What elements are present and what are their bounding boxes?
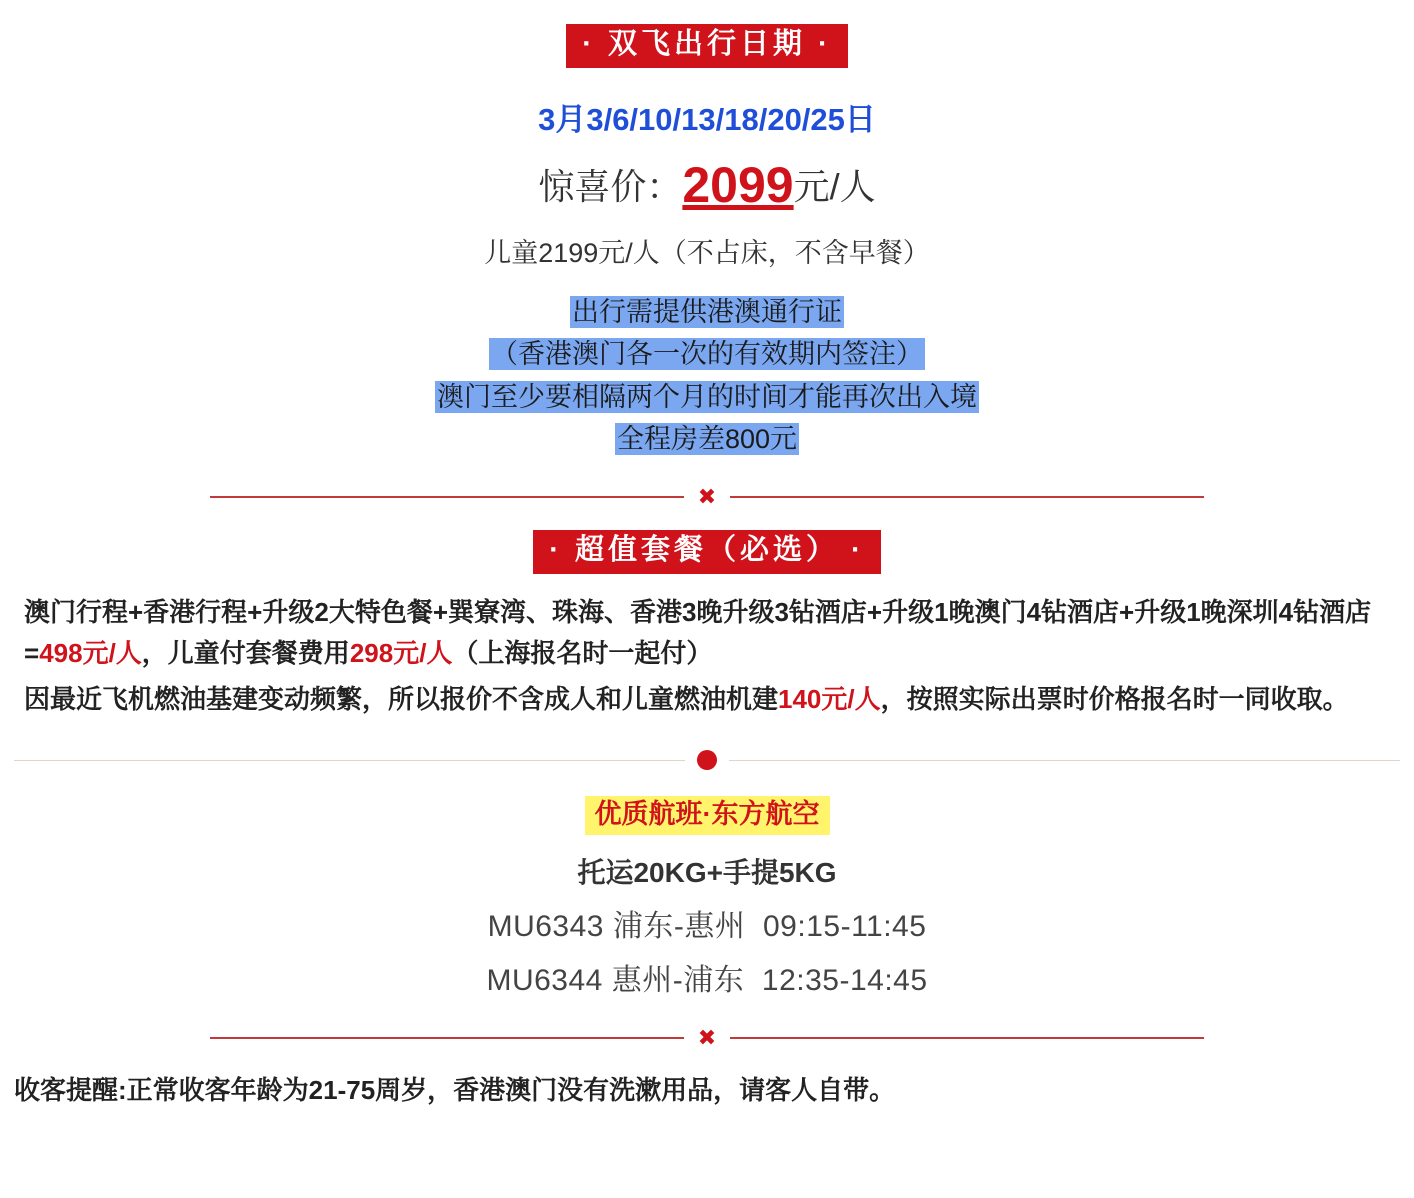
package-title-chip: · 超值套餐（必选） ·: [533, 530, 880, 574]
flight-number: MU6343: [487, 910, 604, 944]
divider-dot: [0, 750, 1414, 770]
divider-bar-right: [730, 1037, 1204, 1039]
divider-bar-left: [210, 496, 684, 498]
travel-notes: [0, 294, 1414, 458]
travel-note-0: [0, 294, 1414, 330]
price-unit: 元/人: [793, 165, 876, 207]
travel-note-3: [0, 421, 1414, 457]
divider-bar-left: [210, 1037, 684, 1039]
package-price-adult: 498元/人: [39, 638, 142, 669]
package-line-2-a: 因最近飞机燃油基建变动频繁，所以报价不含成人和儿童燃油机建: [24, 683, 779, 714]
baggage-allowance: 托运20KG+手提5KG: [577, 857, 837, 889]
travel-note-text-2: 澳门至少要相隔两个月的时间才能再次出入境: [437, 381, 977, 412]
flight-time: 09:15-11:45: [763, 910, 927, 944]
flight-number: MU6344: [486, 964, 603, 998]
package-line-1-c: （上海报名时一起付）: [452, 638, 713, 669]
travel-note-2: [0, 379, 1414, 415]
airline-chip: 优质航班·东方航空: [585, 796, 830, 835]
dot-divider-bar-right: [729, 760, 1400, 761]
price-amount: 2099: [682, 156, 794, 213]
dot-divider-bar-left: [14, 760, 685, 761]
dot-icon: [697, 750, 717, 770]
section-dates: [0, 0, 1414, 458]
travel-note-1: [0, 336, 1414, 372]
flight-route: 浦东-惠州: [612, 910, 746, 944]
package-line-2-b: ，按照实际出票时价格报名时一同收取。: [880, 683, 1349, 714]
package-line-1: [24, 592, 1390, 675]
departure-dates: 3月3/6/10/13/18/20/25日: [538, 101, 876, 137]
flight-row: [0, 955, 1414, 999]
section-package: [0, 530, 1414, 721]
price-label: 惊喜价：: [538, 165, 683, 207]
travel-note-text-3: 全程房差800元: [616, 424, 798, 455]
divider-top: [0, 483, 1414, 509]
flight-time: 12:35-14:45: [761, 964, 928, 998]
flight-route: 惠州-浦东: [611, 964, 745, 998]
package-line-1-b: ，儿童付套餐费用: [141, 638, 350, 669]
divider-bottom: [0, 1027, 1414, 1049]
package-price-child: 298元/人: [349, 638, 453, 669]
travel-note-text-0: 出行需提供港澳通行证: [572, 296, 842, 327]
package-line-2: [24, 679, 1390, 721]
travel-note-text-1: （香港澳门各一次的有效期内签注）: [491, 339, 923, 370]
cross-icon: ✖: [697, 1025, 717, 1051]
child-price: 儿童2199元/人（不占床，不含早餐）: [484, 237, 930, 268]
customer-notice: 收客提醒:正常收客年龄为21-75周岁，香港澳门没有洗漱用品，请客人自带。: [14, 1075, 896, 1106]
package-line-1-a: 澳门行程+香港行程+升级2大特色餐+巽寮湾、珠海、香港3晚升级3钻酒店+升级1晚澳门4钻酒店+升级1晚深圳4钻酒店=: [24, 596, 1372, 669]
package-title-wrap: [10, 530, 1404, 574]
package-body: [10, 592, 1404, 721]
flight-row: [0, 901, 1414, 945]
dates-title-chip: · 双飞出行日期 ·: [566, 24, 847, 68]
price-line: [0, 155, 1414, 215]
cross-icon: ✖: [697, 483, 717, 509]
fuel-surcharge-price: 140元/人: [778, 683, 881, 714]
divider-bar-right: [730, 496, 1204, 498]
section-flight: [0, 796, 1414, 999]
